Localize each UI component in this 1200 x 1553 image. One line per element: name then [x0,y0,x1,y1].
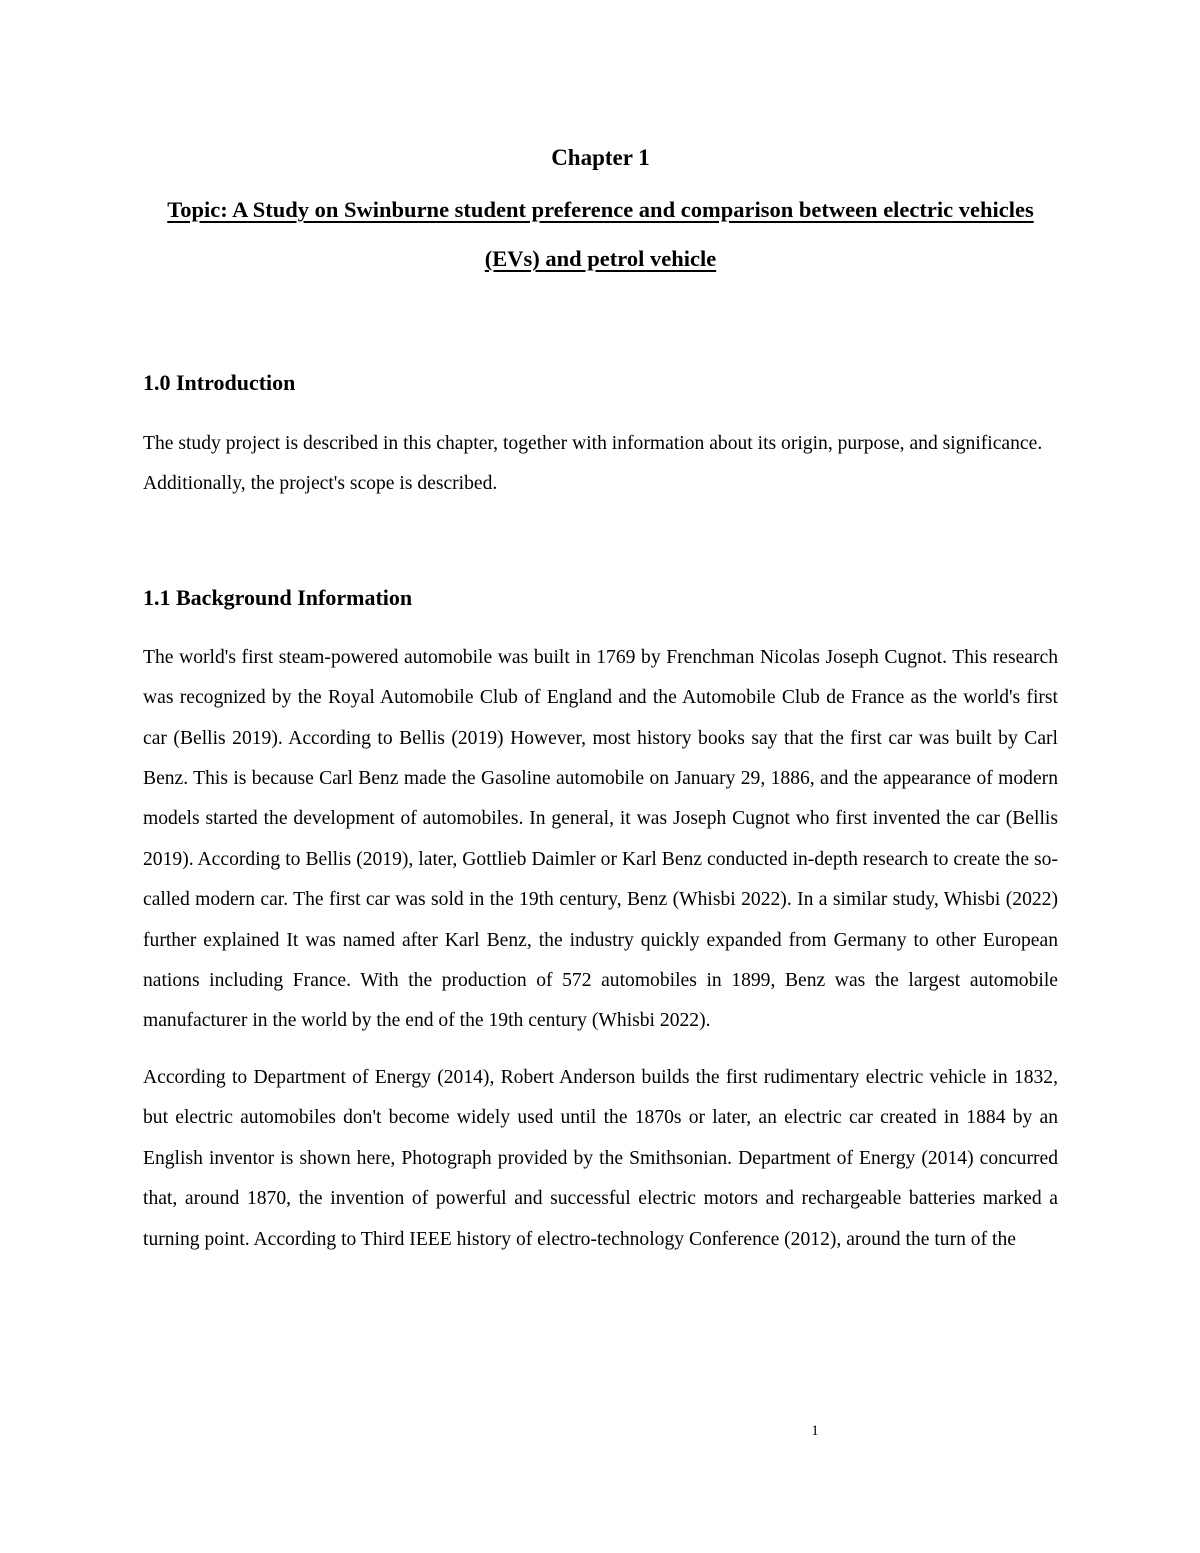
background-paragraph-1: The world's first steam-powered automobile was built in 1769 by Frenchman Nicolas Joseph Cugnot. This research was recognized by the Royal Automobile Club of England and the Automobile Club de France as the world's first car (Bellis 2019). According to Bellis (2019) However, most history books say that the first car was built by Carl Benz. This is because Carl Benz made the Gasoline automobile on January 29, 1886, and the appearance of modern models started the development of automobiles. In general, it was Joseph Cugnot who first invented the car (Bellis 2019). According to Bellis (2019), later, Gottlieb Daimler or Karl Benz conducted in-depth research to create the so-called modern car. The first car was sold in the 19th century, Benz (Whisbi 2022). In a similar study, Whisbi (2022) further explained It was named after Karl Benz, the industry quickly expanded from Germany to other European nations including France. With the production of 572 automobiles in 1899, Benz was the largest automobile manufacturer in the world by the end of the 19th century (Whisbi 2022). [143,646,1058,1032]
background-paragraph-2: According to Department of Energy (2014), Robert Anderson builds the first rudimentary electric vehicle in 1832, but electric automobiles don't become widely used until the 1870s or later, an electric car created in 1884 by an English inventor is shown here, Photograph provided by the Smithsonian. Department of Energy (2014) concurred that, around 1870, the invention of powerful and successful electric motors and rechargeable batteries marked a turning point. According to Third IEEE history of electro-technology Conference (2012), around the turn of the [143,1066,1058,1250]
topic-title: Topic: A Study on Swinburne student preference and comparison between electric vehicles (EVs) and petrol vehicle [167,197,1034,271]
page-content [143,138,1058,1260]
chapter-title: Chapter 1 [551,145,650,170]
page-number: 1 [811,1423,819,1439]
introduction-paragraph: The study project is described in this chapter, together with information about its origin, purpose, and significance. Additionally, the project's scope is described. [143,433,1043,495]
introduction-heading: 1.0 Introduction [143,370,296,395]
background-heading: 1.1 Background Information [143,584,413,610]
